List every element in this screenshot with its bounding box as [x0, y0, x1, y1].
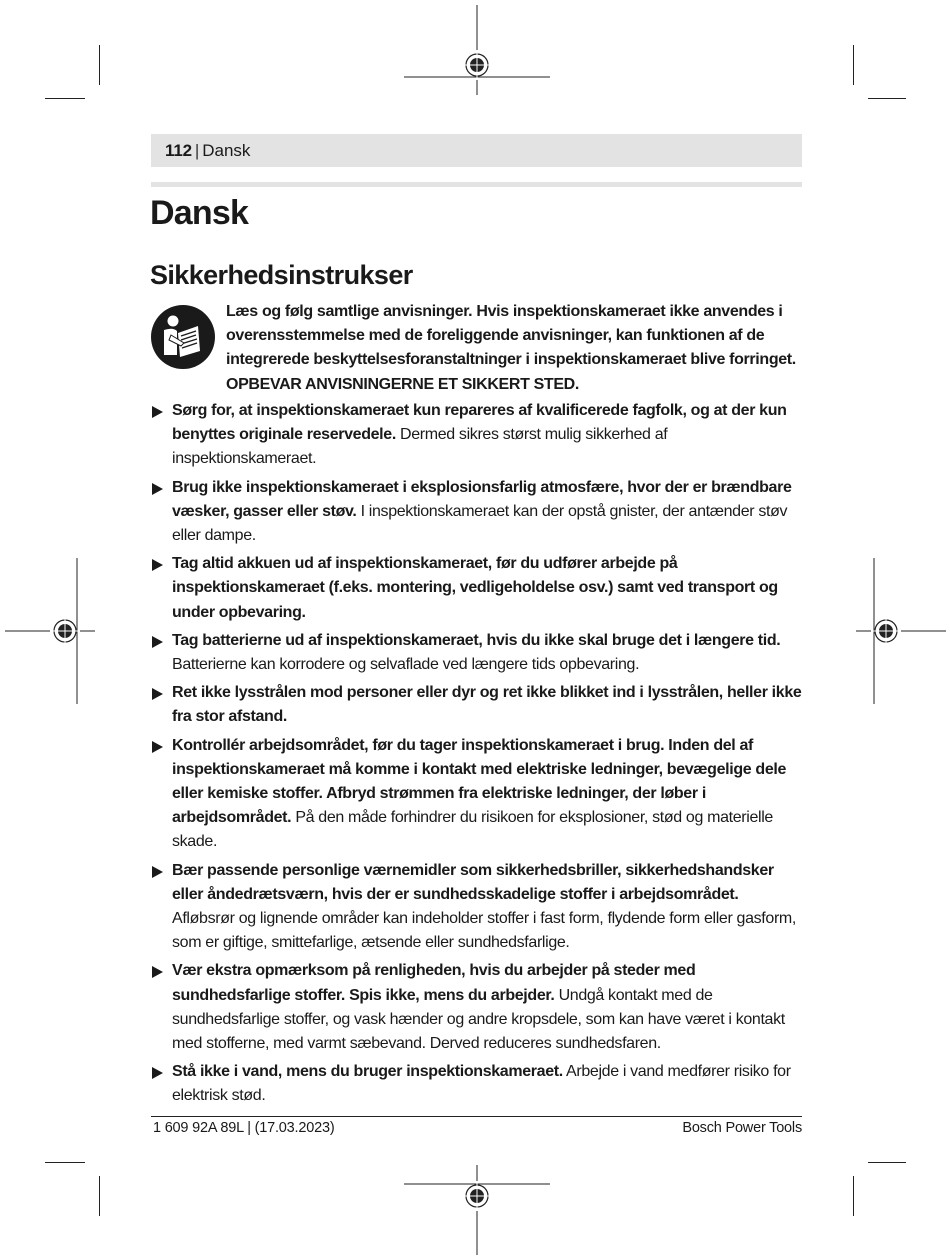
bullet-arrow-icon — [152, 483, 163, 495]
bullet-arrow-icon — [152, 688, 163, 700]
safety-rule-item — [151, 681, 802, 729]
safety-rule-item — [151, 629, 802, 677]
bullet-arrow-icon — [152, 406, 163, 418]
rule-instruction: Vær ekstra opmærksom på renligheden, hvis du arbejder på steder med sundhedsfarlige stoffer. Spis ikke, mens du arbejder. — [172, 962, 696, 1004]
bullet-arrow-icon — [152, 741, 163, 753]
header-divider — [151, 182, 802, 187]
page-number: 112 — [165, 140, 192, 160]
rule-instruction: Ret ikke lysstrålen mod personer eller dyr og ret ikke blikket ind i lysstrålen, heller ikke fra stor afstand. — [172, 684, 802, 726]
footer-divider — [151, 1116, 802, 1117]
safety-rule-item — [151, 399, 802, 472]
intro-text: Læs og følg samtlige anvisninger. Hvis inspektionskameraet ikke anvendes i overensstemmelse med de foreliggende anvisninger, kan funktionen af de integrerede beskyttelsesforanstaltninger i inspektionskameraet blive forringet. OPBEVAR ANVISNINGERNE ET SIKKERT STED. — [226, 303, 796, 393]
page-title: Dansk — [150, 194, 249, 232]
rule-instruction: Tag altid akkuen ud af inspektionskameraet, før du udfører arbejde på inspektionskameraet (f.eks. montering, vedligeholdelse osv.) samt ved transport og under opbevaring. — [172, 555, 778, 621]
rule-explanation: På den måde forhindrer du risikoen for eksplosioner, stød og materielle skade. — [172, 809, 773, 851]
safety-rule-item — [151, 959, 802, 1056]
rule-explanation: Afløbsrør og lignende områder kan indeholder stoffer i fast form, flydende form eller gasform, som er giftige, smittefarlige, ætsende eller sundhedsfarlige. — [172, 910, 796, 952]
rule-instruction: Bær passende personlige værnemidler som sikkerhedsbriller, sikkerhedshandsker eller åndedrætsværn, hvis der er sundhedsskadelige stoffer i arbejdsområdet. — [172, 861, 774, 903]
bullet-arrow-icon — [152, 866, 163, 878]
crop-mark — [853, 45, 854, 85]
bullet-arrow-icon — [152, 636, 163, 648]
bullet-arrow-icon — [152, 559, 163, 571]
rule-instruction: Tag batterierne ud af inspektionskameraet, hvis du ikke skal bruge det i længere tid. — [172, 631, 781, 649]
registration-mark-right — [856, 558, 946, 704]
crop-mark — [868, 98, 906, 99]
crop-mark — [45, 1162, 85, 1163]
section-title: Sikkerhedsinstrukser — [150, 260, 413, 290]
registration-mark-bottom — [404, 1165, 550, 1255]
safety-intro — [151, 300, 802, 396]
crop-mark — [853, 1176, 854, 1216]
rule-explanation: I inspektionskameraet kan der opstå gnister, der antænder støv eller dampe. — [172, 502, 788, 545]
rule-instruction: Brug ikke inspektionskameraet i eksplosionsfarlig atmosfære, hvor der er brændbare væsker, gasser eller støv. — [172, 478, 792, 520]
rule-explanation: Dermed sikres størst mulig sikkerhed af inspektionskameraet. — [172, 426, 668, 468]
crop-mark — [99, 1176, 100, 1216]
safety-rule-item — [151, 1060, 802, 1108]
crop-mark — [868, 1162, 906, 1163]
rule-instruction: Kontrollér arbejdsområdet, før du tager inspektionskameraet i brug. Inden del af inspektionskameraet må komme i kontakt med elektriske ledninger, bevægelige dele eller kemiske stoffer. Afbryd strømmen fra elektriske ledninger, der løber i arbejdsområdet. — [172, 736, 787, 827]
rule-instruction: Stå ikke i vand, mens du bruger inspektionskameraet. — [172, 1063, 563, 1081]
brand-name: Bosch Power Tools — [682, 1120, 802, 1136]
rule-explanation: Arbejde i vand medfører risiko for elektrisk stød. — [172, 1063, 791, 1105]
crop-mark — [45, 98, 85, 99]
safety-rule-item — [151, 552, 802, 625]
rule-explanation: Undgå kontakt med de sundhedsfarlige stoffer, og vask hænder og andre kropsdele, som kan have været i kontakt med stofferne, med varmt sæbevand. Derved reduceres sundhedsfaren. — [172, 986, 785, 1053]
safety-rule-item — [151, 734, 802, 855]
registration-mark-top — [404, 5, 550, 95]
rule-instruction: Sørg for, at inspektionskameraet kun repareres af kvalificerede fagfolk, og at der kun benyttes originale reservedele. — [172, 402, 787, 444]
safety-rule-item — [151, 859, 802, 956]
header-separator: | — [194, 140, 200, 160]
header-language: Dansk — [202, 140, 251, 160]
document-id: 1 609 92A 89L | (17.03.2023) — [153, 1120, 335, 1136]
registration-mark-left — [5, 558, 95, 704]
bullet-arrow-icon — [152, 966, 163, 978]
crop-mark — [99, 45, 100, 85]
safety-rules-list — [151, 399, 802, 1113]
bullet-arrow-icon — [152, 1067, 163, 1079]
rule-explanation: Batterierne kan korrodere og selvaflade ved længere tids opbevaring. — [172, 656, 640, 674]
page-header — [151, 134, 802, 167]
safety-rule-item — [151, 476, 802, 549]
read-manual-icon — [151, 305, 215, 369]
